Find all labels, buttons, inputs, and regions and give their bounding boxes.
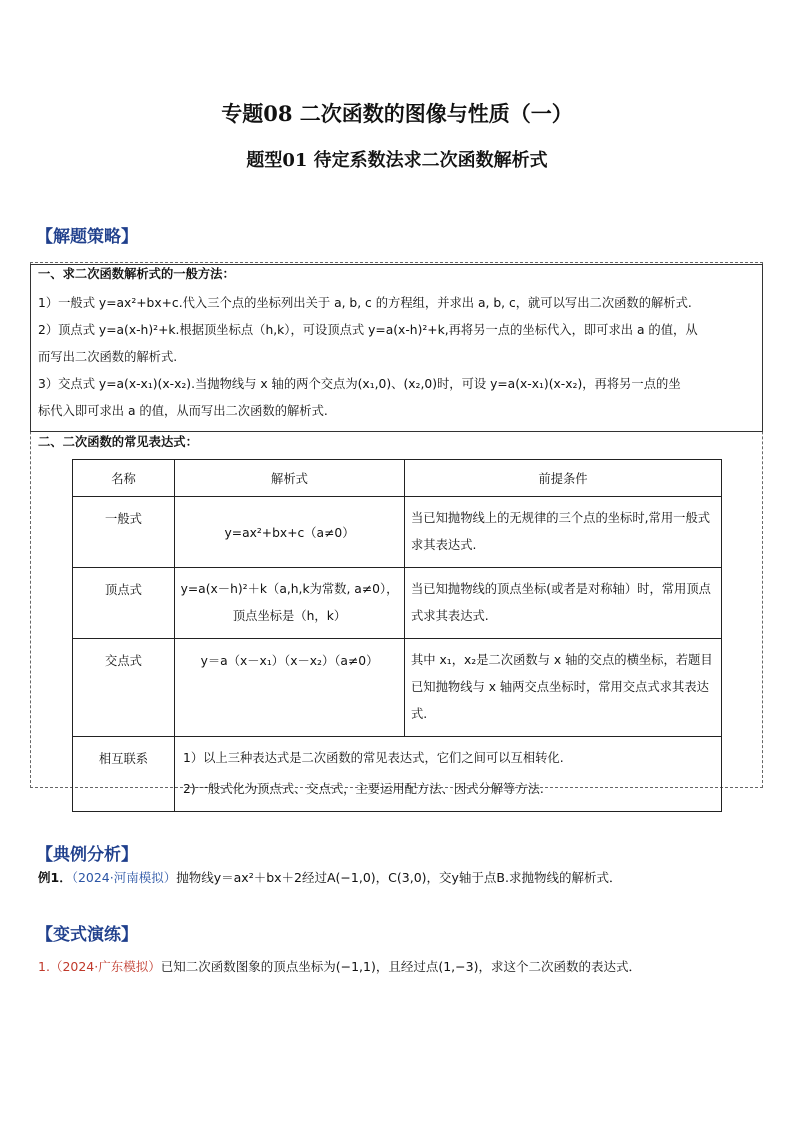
method-line-2a: 2）顶点式 y=a(x-h)²+k.根据顶坐标点（h,k），可设顶点式 y=a(x-h)²+k,再将另一点的坐标代入，即可求出 a 的值，从 — [38, 323, 698, 337]
method-line-3b: 标代入即可求出 a 的值，从而写出二次函数的解析式. — [38, 404, 328, 418]
row-formula: y=a(x－h)²＋k（a,h,k为常数, a≠0），顶点坐标是（h，k） — [175, 568, 405, 639]
section-strategy-heading: 【解题策略】 — [36, 227, 138, 247]
row-condition: 当已知抛物线上的无规律的三个点的坐标时,常用一般式求其表达式. — [405, 497, 722, 568]
method-line-3a: 3）交点式 y=a(x-x₁)(x-x₂).当抛物线与 x 轴的两个交点为(x₁,0)、(x₂,0)时，可设 y=a(x-x₁)(x-x₂)，再将另一点的坐 — [38, 377, 681, 391]
forms-table — [72, 459, 722, 812]
practice-label: 1. — [38, 959, 50, 974]
relation-cell — [175, 737, 722, 812]
practice-source: （2024·广东模拟） — [49, 959, 161, 974]
relation-line-2: 2)一般式化为顶点式、交点式，主要运用配方法、因式分解等方法. — [183, 782, 544, 796]
relation-line-1: 1）以上三种表达式是二次函数的常见表达式，它们之间可以互相转化. — [183, 751, 564, 765]
page-subtitle: 题型01 待定系数法求二次函数解析式 — [246, 150, 548, 171]
table-row — [73, 737, 722, 812]
row-name: 交点式 — [73, 639, 175, 737]
row-formula: y＝a（x－x₁）（x－x₂）（a≠0） — [175, 639, 405, 737]
section-practice-heading: 【变式演练】 — [36, 925, 138, 945]
method-line-1: 1）一般式 y=ax²+bx+c.代入三个点的坐标列出关于 a, b, c 的方程组，并求出 a, b, c，就可以写出二次函数的解析式. — [38, 296, 692, 310]
practice-1 — [38, 957, 641, 975]
row-condition: 其中 x₁，x₂是二次函数与 x 轴的交点的横坐标，若题目已知抛物线与 x 轴两交点坐标时，常用交点式求其表达式. — [405, 639, 722, 737]
header-formula: 解析式 — [175, 460, 405, 497]
example-source: （2024·河南模拟） — [71, 870, 177, 885]
example-label: 例1． — [38, 870, 72, 885]
row-condition: 当已知抛物线的顶点坐标(或者是对称轴）时，常用顶点式求其表达式. — [405, 568, 722, 639]
example-1 — [38, 868, 621, 886]
table-row — [73, 568, 722, 639]
forms-heading: 二、二次函数的常见表达式： — [38, 435, 198, 449]
table-header-row — [73, 460, 722, 497]
row-formula: y=ax²+bx+c（a≠0） — [175, 497, 405, 568]
section-example-heading: 【典例分析】 — [36, 845, 138, 865]
page-title: 专题08 二次函数的图像与性质（一） — [221, 101, 573, 126]
table-row — [73, 497, 722, 568]
header-name: 名称 — [73, 460, 175, 497]
row-name: 顶点式 — [73, 568, 175, 639]
header-condition: 前提条件 — [405, 460, 722, 497]
practice-text: 已知二次函数图象的顶点坐标为(−1,1)，且经过点(1,−3)，求这个二次函数的表达式． — [160, 959, 641, 974]
table-row — [73, 639, 722, 737]
row-name: 一般式 — [73, 497, 175, 568]
method-heading: 一、求二次函数解析式的一般方法： — [38, 267, 235, 281]
example-text: 抛物线y＝ax²＋bx＋2经过A(−1,0)，C(3,0)，交y轴于点B.求抛物线的解析式． — [176, 870, 622, 885]
method-line-2b: 而写出二次函数的解析式. — [38, 350, 178, 364]
row-name: 相互联系 — [73, 737, 175, 812]
